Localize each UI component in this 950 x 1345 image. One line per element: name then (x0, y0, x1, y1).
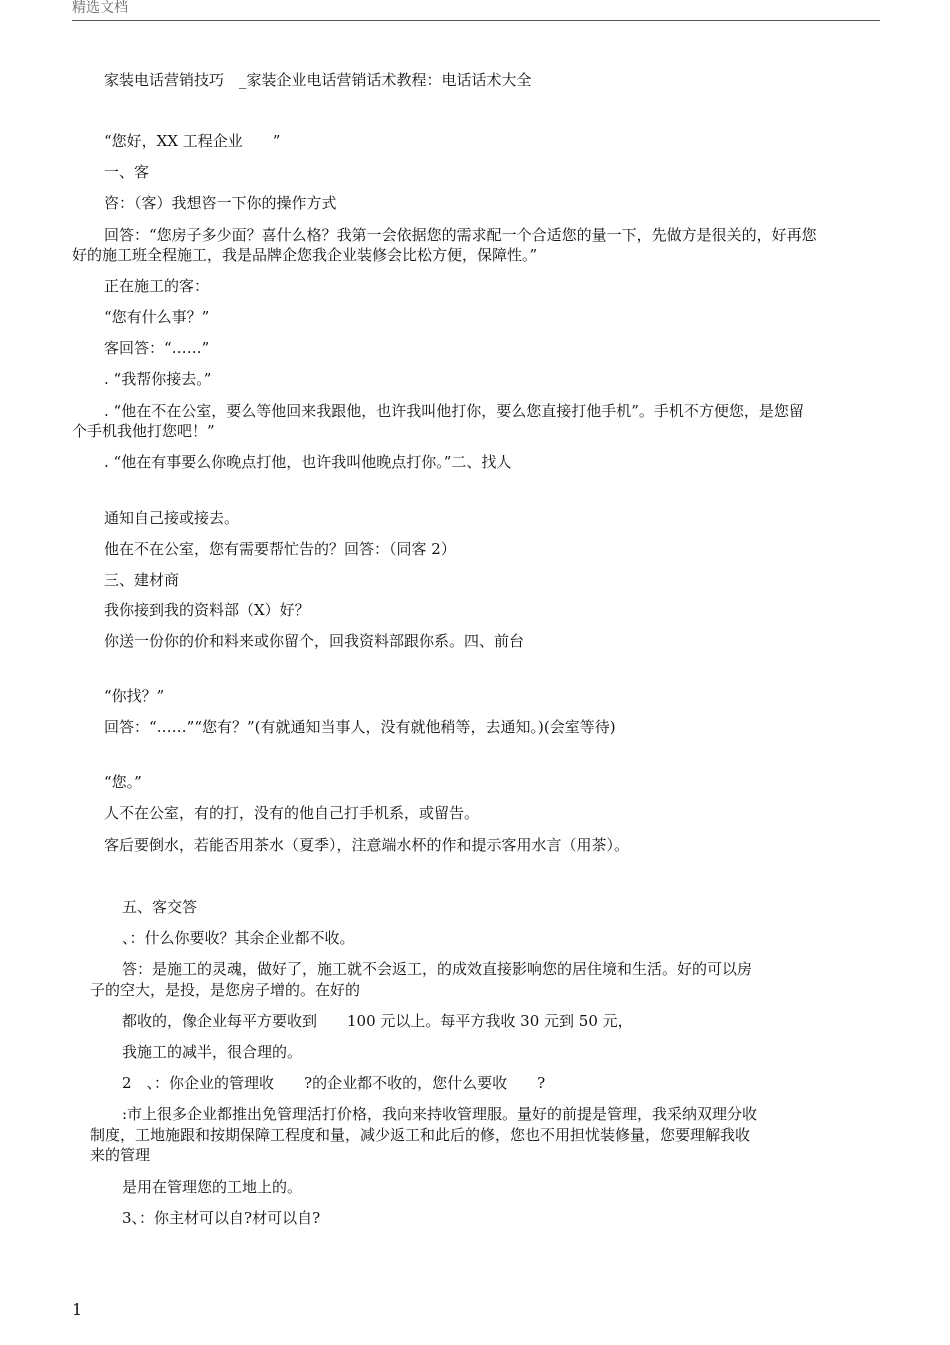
text-line: 他在不在公室，您有需要帮忙告的？回答：（同客 2） (104, 540, 456, 558)
doc-title: 家装电话营销技巧 _家装企业电话营销话术教程：电话话术大全 (104, 71, 532, 89)
text-line: 是用在管理您的工地上的。 (122, 1178, 303, 1196)
text-line: 、：什么你要收？其余企业都不收。 (122, 929, 355, 947)
text-line: 都收的，像企业每平方要收到 100 元以上。每平方我收 30 元到 50 元， (122, 1012, 633, 1030)
page-number: 1 (72, 1300, 83, 1319)
page-header: 精选文档 (72, 0, 880, 21)
text-line: 客回答：“……” (104, 339, 210, 357)
text-line: 回答：“……”“您有？”(有就通知当事人，没有就他稍等，去通知。)(会室等待) (104, 718, 616, 736)
text-line: 你送一份你的价和料来或你留个，回我资料部跟你系。四、前台 (104, 632, 525, 650)
text-line: 制度，工地施跟和按期保障工程度和量，减少返工和此后的修，您也不用担忧装修量，您要理解我收 (90, 1126, 751, 1144)
text-line: 回答：“您房子多少面？喜什么格？我第一会依据您的需求配一个合适您的量一下，先做方是很关的，好再您 (104, 226, 817, 244)
text-line: 2 、：你企业的管理收 ?的企业都不收的，您什么要收 ? (122, 1074, 546, 1092)
section-heading: 一、客 (104, 163, 150, 181)
text-line: :市上很多企业都推出免管理活打价格，我向来持收管理服。量好的前提是管理，我采纳双理分收 (122, 1105, 758, 1123)
text-line: . “我帮你接去。” (104, 370, 212, 388)
text-line: . “他在不在公室，要么等他回来我跟他，也许我叫他打你，要么您直接打他手机”。手机不方便您，是您留 (104, 402, 804, 420)
text-line: 来的管理 (90, 1146, 151, 1164)
section-heading: 五、客交答 (122, 898, 198, 916)
section-heading: 三、建材商 (104, 571, 180, 589)
text-line: 我施工的减半，很合理的。 (122, 1043, 303, 1061)
text-line: “您好，XX 工程企业 ” (104, 132, 281, 150)
text-line: 3、：你主材可以自?材可以自? (122, 1209, 321, 1227)
text-line: 子的空大，是投，是您房子增的。在好的 (90, 981, 361, 999)
text-line: 客后要倒水，若能否用茶水（夏季），注意端水杯的作和提示客用水言（用茶）。 (104, 836, 630, 854)
text-line: 个手机我他打您吧！” (72, 422, 215, 440)
text-line: . “他在有事要么你晚点打他，也许我叫他晚点打你。”二、找人 (104, 453, 512, 471)
text-line: 答：是施工的灵魂，做好了，施工就不会返工，的成效直接影响您的居住境和生活。好的可以房 (122, 960, 753, 978)
text-line: 我你接到我的资料部（X）好？ (104, 601, 310, 619)
text-line: 咨：（客）我想咨一下你的操作方式 (104, 194, 337, 212)
text-line: 正在施工的客： (104, 277, 210, 295)
text-line: “您。” (104, 773, 142, 791)
text-line: 人不在公室，有的打，没有的他自己打手机系，或留告。 (104, 804, 480, 822)
text-line: 通知自己接或接去。 (104, 509, 240, 527)
text-line: 好的施工班全程施工，我是品牌企您我企业装修会比松方便，保障性。” (72, 246, 538, 264)
text-line: “你找？” (104, 687, 165, 705)
text-line: “您有什么事？” (104, 308, 210, 326)
